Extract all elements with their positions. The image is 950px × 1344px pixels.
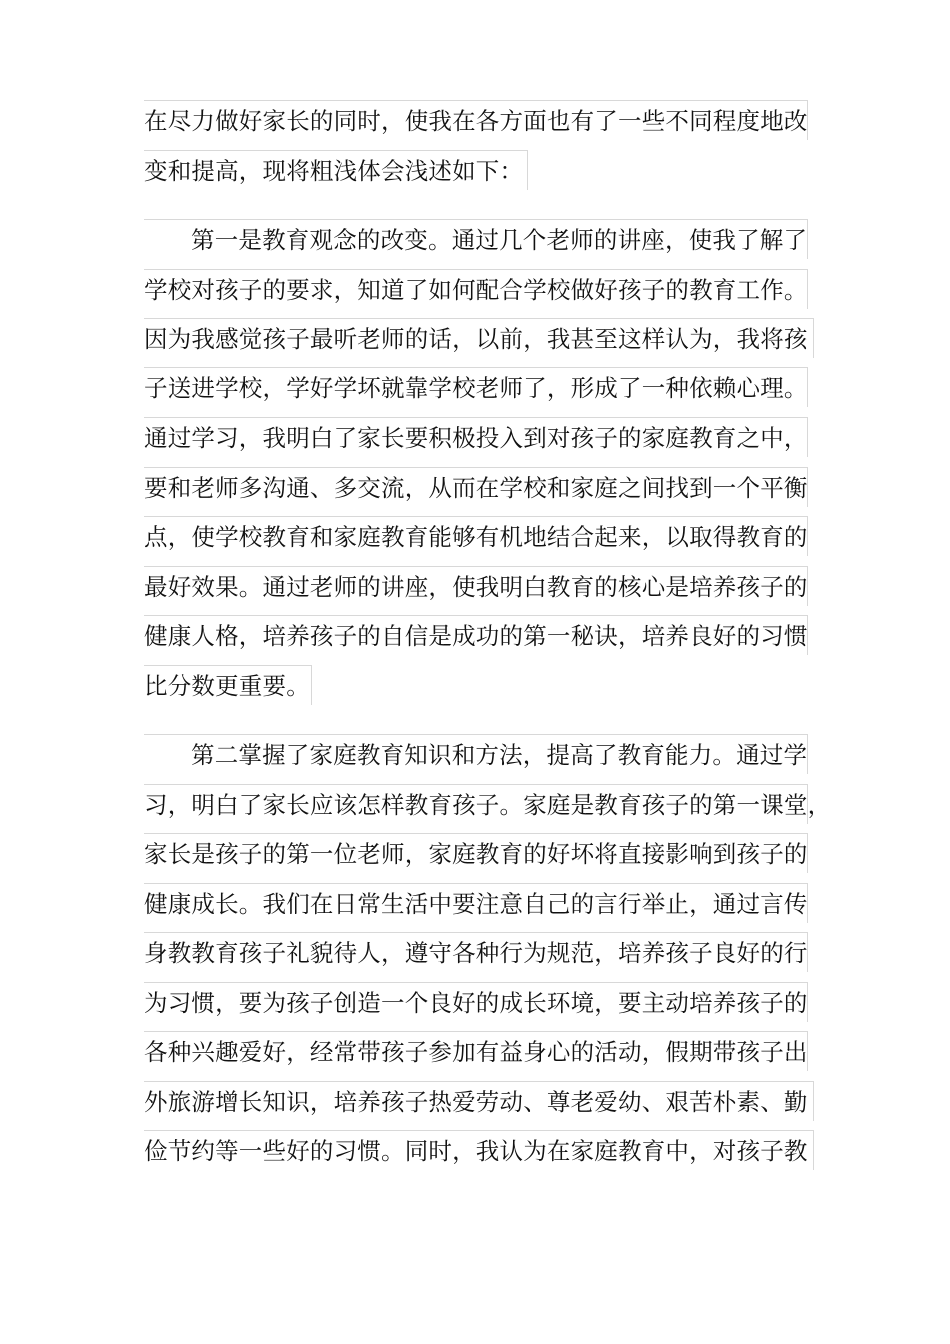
text-line: 各种兴趣爱好，经常带孩子参加有益身心的活动，假期带孩子出 xyxy=(144,1031,808,1071)
paragraph-1-first-line: 第一是教育观念的改变。通过几个老师的讲座，使我了解了 xyxy=(144,219,808,259)
text-line: 健康成长。我们在日常生活中要注意自己的言行举止，通过言传 xyxy=(144,883,808,923)
text-line: 子送进学校，学好学坏就靠学校老师了，形成了一种依赖心理。 xyxy=(144,367,808,407)
text-line: 外旅游增长知识，培养孩子热爱劳动、尊老爱幼、艰苦朴素、勤 xyxy=(144,1081,814,1121)
text-line: 最好效果。通过老师的讲座，使我明白教育的核心是培养孩子的 xyxy=(144,566,808,606)
text-line: 健康人格，培养孩子的自信是成功的第一秘诀，培养良好的习惯 xyxy=(144,615,808,655)
text-line: 学校对孩子的要求，知道了如何配合学校做好孩子的教育工作。 xyxy=(144,269,808,309)
text-line: 因为我感觉孩子最听老师的话，以前，我甚至这样认为，我将孩 xyxy=(144,318,814,358)
text-line: 点，使学校教育和家庭教育能够有机地结合起来，以取得教育的 xyxy=(144,516,808,556)
text-line: 为习惯，要为孩子创造一个良好的成长环境，要主动培养孩子的 xyxy=(144,982,808,1022)
text-line: 身教教育孩子礼貌待人，遵守各种行为规范，培养孩子良好的行 xyxy=(144,932,808,972)
paragraph-2-first-line: 第二掌握了家庭教育知识和方法，提高了教育能力。通过学 xyxy=(144,734,808,774)
text-line: 习，明白了家长应该怎样教育孩子。家庭是教育孩子的第一课堂， xyxy=(144,784,808,824)
text-line: 比分数更重要。 xyxy=(144,665,312,705)
text-line: 要和老师多沟通、多交流，从而在学校和家庭之间找到一个平衡 xyxy=(144,467,808,507)
text-line: 变和提高，现将粗浅体会浅述如下： xyxy=(144,150,528,190)
text-line: 在尽力做好家长的同时，使我在各方面也有了一些不同程度地改 xyxy=(144,100,808,140)
text-line: 通过学习，我明白了家长要积极投入到对孩子的家庭教育之中， xyxy=(144,417,808,457)
text-line: 家长是孩子的第一位老师，家庭教育的好坏将直接影响到孩子的 xyxy=(144,833,808,873)
text-line: 俭节约等一些好的习惯。同时，我认为在家庭教育中，对孩子教 xyxy=(144,1130,814,1170)
